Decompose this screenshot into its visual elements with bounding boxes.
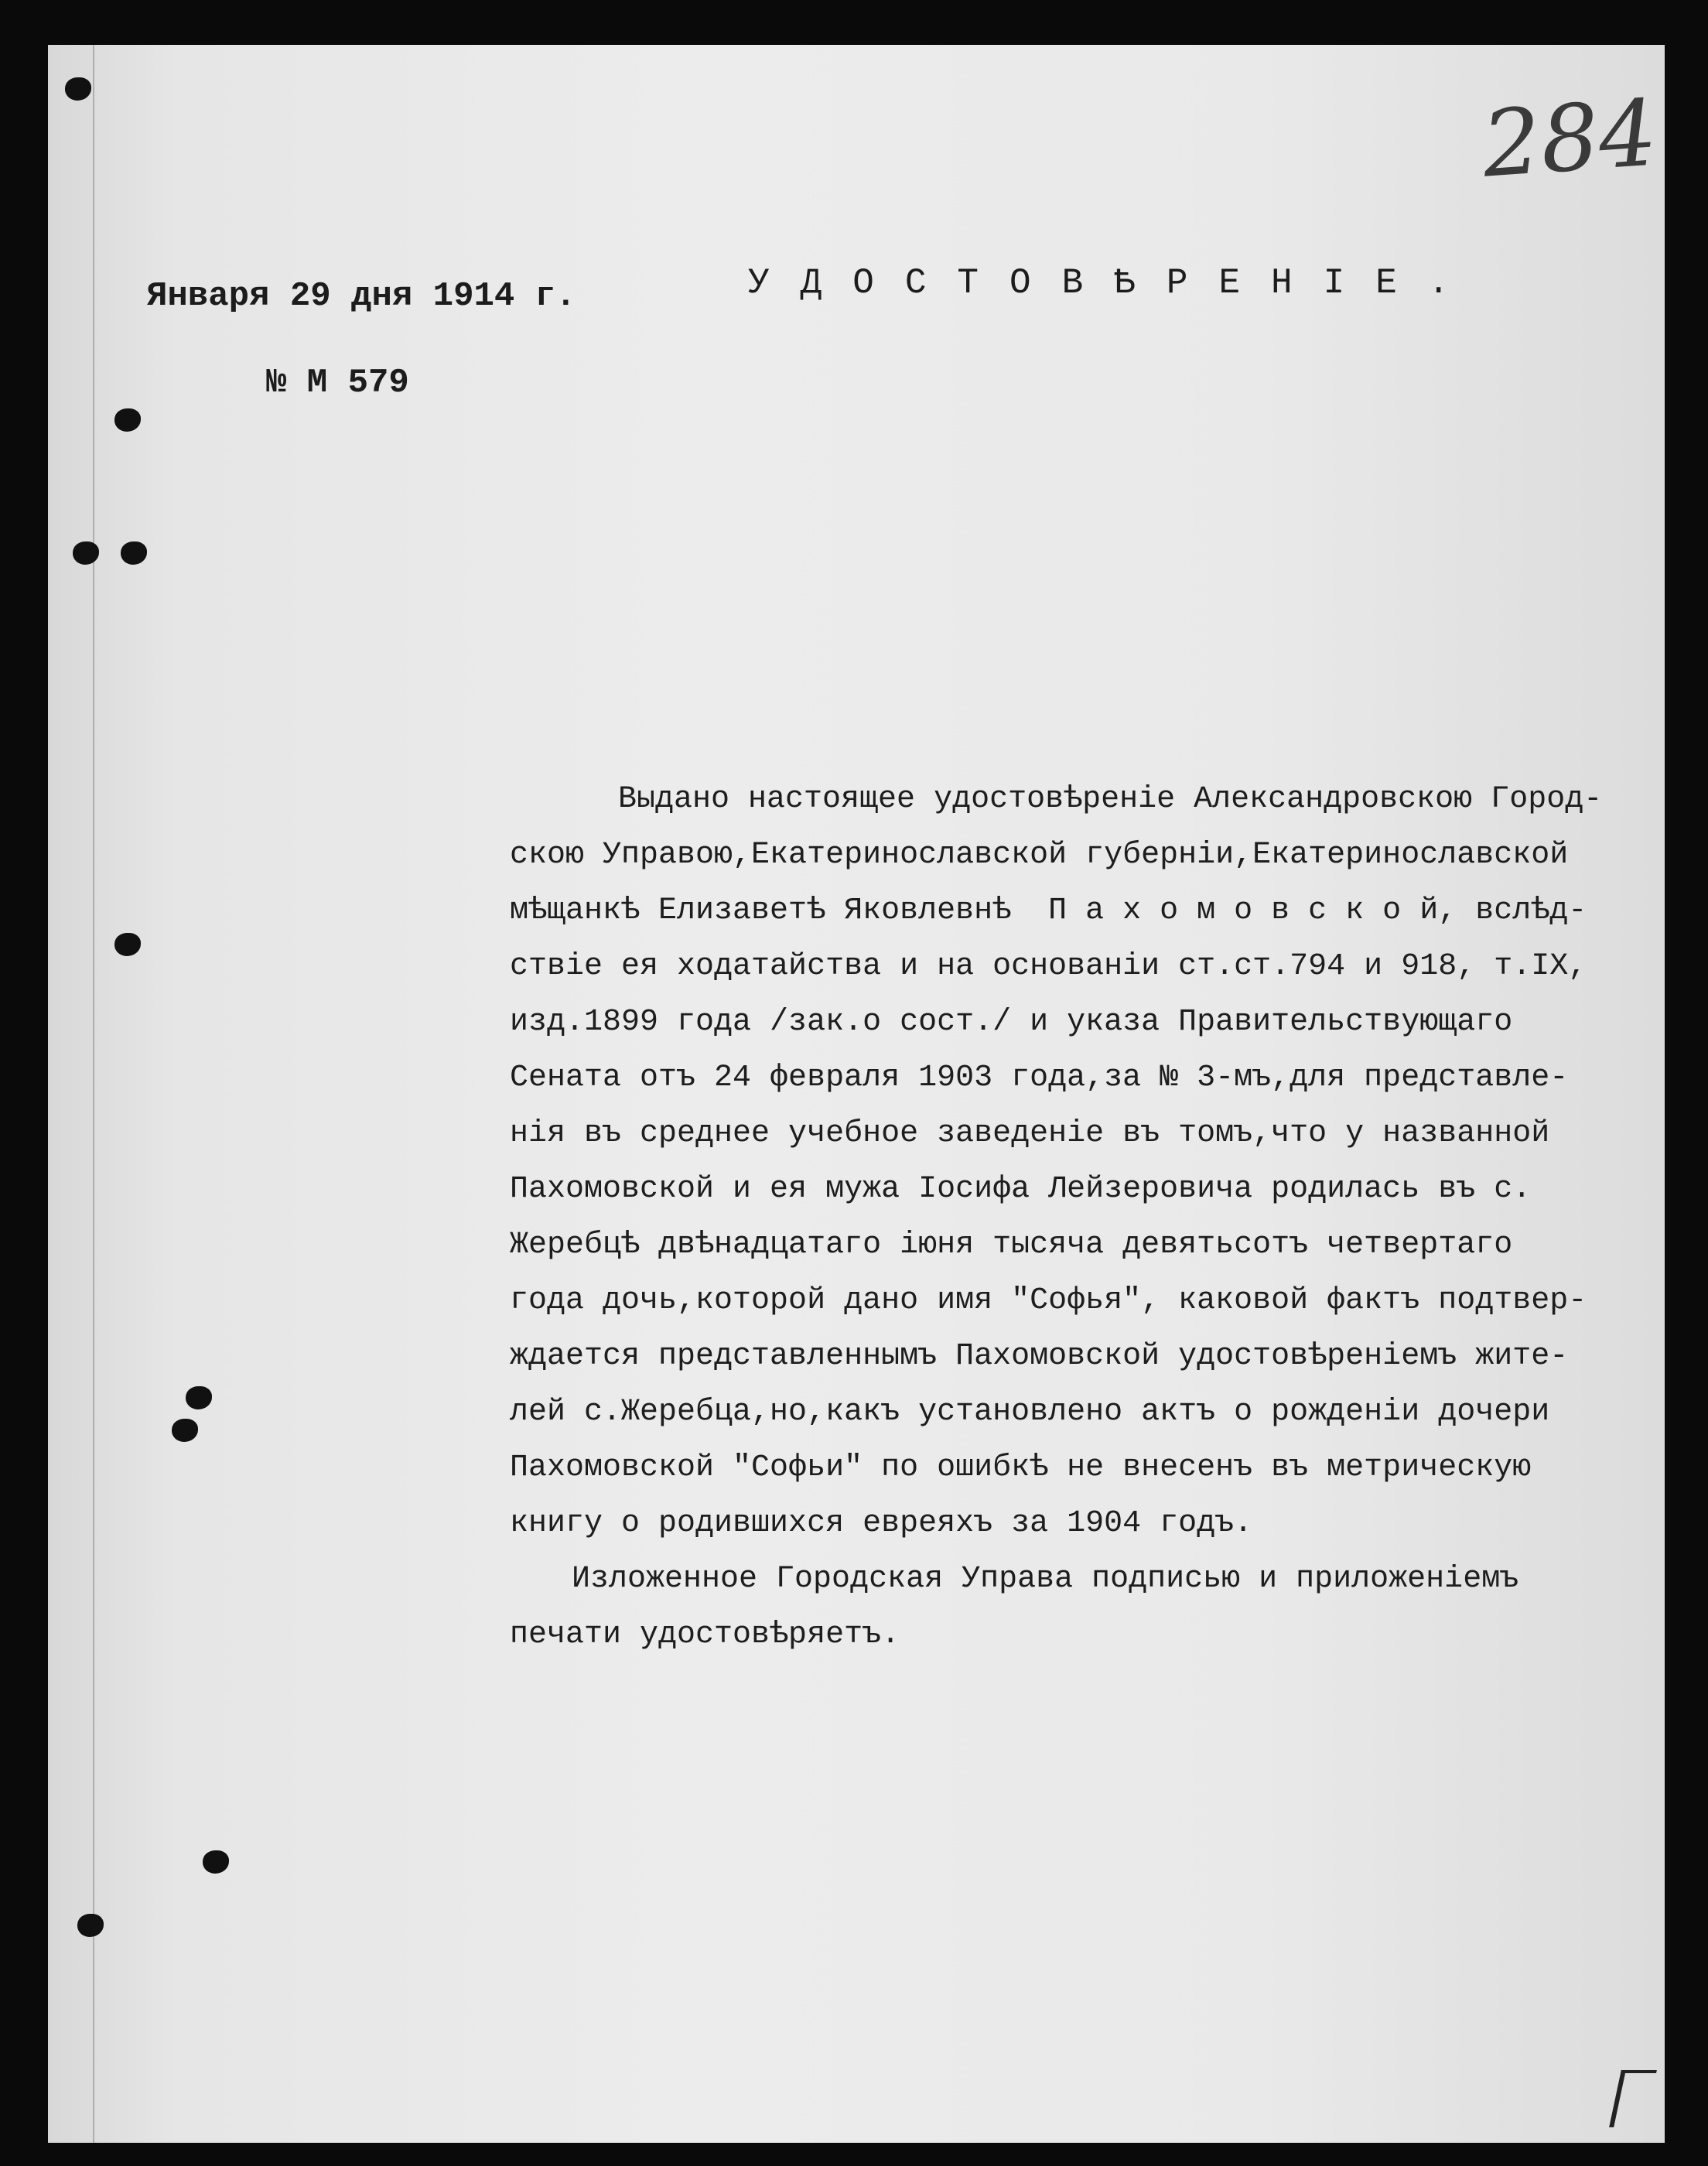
body-line: Пахомовской и ея мужа Іосифа Лейзеровича родилась въ с.: [510, 1172, 1532, 1207]
closing-line: Изложенное Городская Управа подписью и приложеніемъ: [572, 1562, 1519, 1597]
body-line: Сената отъ 24 февраля 1903 года,за № 3-мъ,для представле-: [510, 1061, 1569, 1095]
body-line: скою Управою,Екатеринославской губерніи,Екатеринославской: [510, 838, 1569, 873]
corner-mark: [1609, 2070, 1657, 2127]
body-line: ствіе ея ходатайства и на основаніи ст.ст.794 и 918, т.IX,: [510, 949, 1587, 984]
closing-line: печати удостовѣряетъ.: [510, 1618, 900, 1652]
punch-hole-5: [114, 933, 141, 956]
body-line: Выдано настоящее удостовѣреніе Александровскою Город-: [618, 782, 1603, 817]
document-page: [48, 45, 1665, 2143]
punch-hole-3: [73, 542, 99, 565]
punch-hole-2: [114, 408, 141, 432]
document-title: УДОСТОВѢРЕНІЕ.: [748, 263, 1481, 303]
punch-hole-4: [121, 542, 147, 565]
document-date: Января 29 дня 1914 г.: [147, 277, 576, 316]
body-line: ждается представленнымъ Пахомовской удостовѣреніемъ жите-: [510, 1339, 1569, 1374]
body-line: Пахомовской "Софьи" по ошибкѣ не внесенъ въ метрическую: [510, 1450, 1532, 1485]
punch-hole-7: [172, 1419, 198, 1442]
body-line: мѣщанкѣ Елизаветѣ Яковлевнѣ П а х о м о в с к о й, вслѣд-: [510, 893, 1587, 928]
body-line: Жеребцѣ двѣнадцатаго іюня тысяча девятьсотъ четвертаго: [510, 1228, 1513, 1262]
body-line: года дочь,которой дано имя "Софья", каковой фактъ подтвер-: [510, 1283, 1587, 1318]
punch-hole-9: [77, 1914, 104, 1937]
punch-hole-1: [65, 77, 91, 101]
folio-number: 284: [1479, 79, 1661, 198]
binding-fold-line: [93, 45, 94, 2143]
body-line: изд.1899 года /зак.о сост./ и указа Правительствующаго: [510, 1005, 1513, 1040]
document-body: [510, 772, 1653, 1663]
document-number: № М 579: [266, 364, 409, 402]
punch-hole-8: [203, 1850, 229, 1874]
body-line: нія въ среднее учебное заведеніе въ томъ,что у названной: [510, 1116, 1550, 1151]
punch-hole-6: [186, 1386, 212, 1409]
body-line: лей с.Жеребца,но,какъ установлено актъ о рожденіи дочери: [510, 1395, 1550, 1430]
body-line: книгу о родившихся евреяхъ за 1904 годъ.: [510, 1506, 1253, 1541]
